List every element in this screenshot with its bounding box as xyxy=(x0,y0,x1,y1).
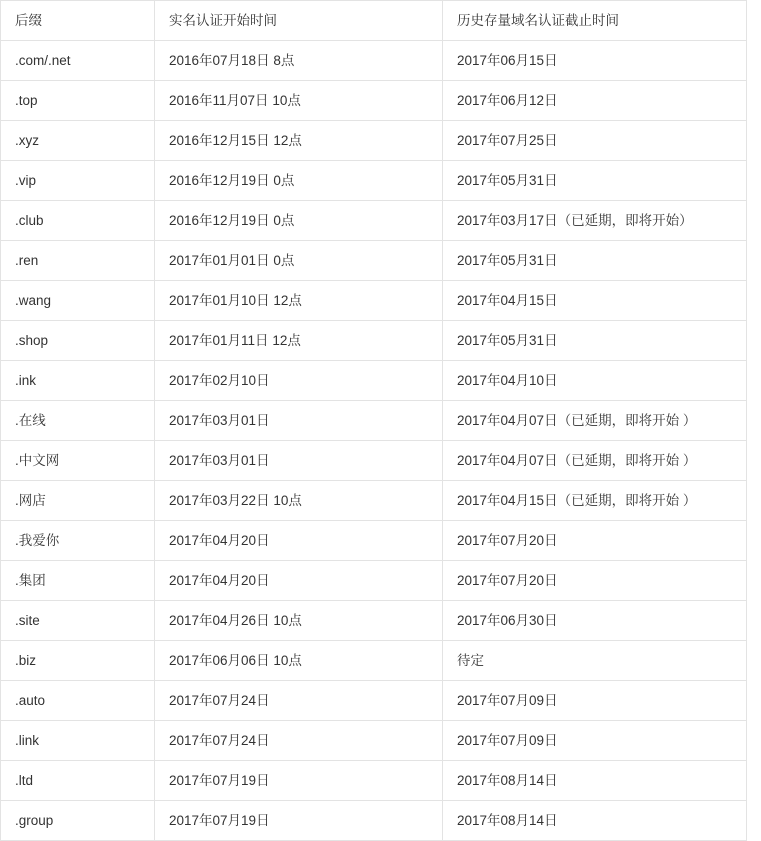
table-row xyxy=(1,761,747,801)
cell-suffix: .在线 xyxy=(1,401,155,441)
cell-deadline: 2017年07月25日 xyxy=(443,121,747,161)
cell-start-time: 2016年12月19日 0点 xyxy=(155,201,443,241)
cell-start-time: 2017年03月01日 xyxy=(155,401,443,441)
table-row xyxy=(1,161,747,201)
table-row xyxy=(1,721,747,761)
cell-suffix: .xyz xyxy=(1,121,155,161)
table-row xyxy=(1,41,747,81)
table-header xyxy=(1,1,747,41)
cell-deadline: 2017年05月31日 xyxy=(443,241,747,281)
table-row xyxy=(1,801,747,841)
cell-suffix: .auto xyxy=(1,681,155,721)
cell-suffix: .top xyxy=(1,81,155,121)
cell-start-time: 2017年03月01日 xyxy=(155,441,443,481)
cell-deadline: 2017年07月09日 xyxy=(443,721,747,761)
cell-suffix: .biz xyxy=(1,641,155,681)
cell-suffix: .ltd xyxy=(1,761,155,801)
cell-start-time: 2016年12月19日 0点 xyxy=(155,161,443,201)
cell-deadline: 2017年05月31日 xyxy=(443,161,747,201)
table-row xyxy=(1,481,747,521)
table-row xyxy=(1,201,747,241)
table-row xyxy=(1,81,747,121)
cell-deadline: 2017年06月12日 xyxy=(443,81,747,121)
column-header-suffix: 后缀 xyxy=(1,1,155,41)
cell-deadline: 2017年04月07日（已延期，即将开始 ） xyxy=(443,401,747,441)
cell-start-time: 2017年07月19日 xyxy=(155,801,443,841)
table-row xyxy=(1,401,747,441)
cell-start-time: 2017年04月26日 10点 xyxy=(155,601,443,641)
cell-deadline: 2017年08月14日 xyxy=(443,761,747,801)
table-row xyxy=(1,521,747,561)
table-row xyxy=(1,641,747,681)
cell-start-time: 2017年04月20日 xyxy=(155,561,443,601)
cell-deadline: 2017年04月10日 xyxy=(443,361,747,401)
cell-suffix: .shop xyxy=(1,321,155,361)
cell-suffix: .vip xyxy=(1,161,155,201)
table-row xyxy=(1,441,747,481)
cell-suffix: .我爱你 xyxy=(1,521,155,561)
cell-suffix: .wang xyxy=(1,281,155,321)
cell-start-time: 2017年02月10日 xyxy=(155,361,443,401)
cell-deadline: 2017年06月15日 xyxy=(443,41,747,81)
cell-start-time: 2017年04月20日 xyxy=(155,521,443,561)
column-header-deadline: 历史存量域名认证截止时间 xyxy=(443,1,747,41)
table-row xyxy=(1,681,747,721)
cell-deadline: 2017年06月30日 xyxy=(443,601,747,641)
cell-start-time: 2017年03月22日 10点 xyxy=(155,481,443,521)
cell-start-time: 2017年01月11日 12点 xyxy=(155,321,443,361)
column-header-start-time: 实名认证开始时间 xyxy=(155,1,443,41)
cell-start-time: 2017年07月19日 xyxy=(155,761,443,801)
table-body xyxy=(1,41,747,841)
table-row xyxy=(1,321,747,361)
cell-suffix: .club xyxy=(1,201,155,241)
table-row xyxy=(1,241,747,281)
table-row xyxy=(1,601,747,641)
cell-start-time: 2017年06月06日 10点 xyxy=(155,641,443,681)
cell-suffix: .site xyxy=(1,601,155,641)
cell-start-time: 2017年01月10日 12点 xyxy=(155,281,443,321)
cell-suffix: .link xyxy=(1,721,155,761)
cell-deadline: 2017年08月14日 xyxy=(443,801,747,841)
cell-suffix: .集团 xyxy=(1,561,155,601)
table-row xyxy=(1,561,747,601)
cell-deadline: 待定 xyxy=(443,641,747,681)
cell-deadline: 2017年04月07日（已延期，即将开始 ） xyxy=(443,441,747,481)
cell-start-time: 2016年07月18日 8点 xyxy=(155,41,443,81)
cell-suffix: .com/.net xyxy=(1,41,155,81)
cell-deadline: 2017年05月31日 xyxy=(443,321,747,361)
cell-start-time: 2017年07月24日 xyxy=(155,681,443,721)
cell-deadline: 2017年04月15日 xyxy=(443,281,747,321)
cell-suffix: .ren xyxy=(1,241,155,281)
cell-suffix: .ink xyxy=(1,361,155,401)
cell-deadline: 2017年07月20日 xyxy=(443,521,747,561)
table-row xyxy=(1,121,747,161)
cell-suffix: .网店 xyxy=(1,481,155,521)
cell-start-time: 2016年11月07日 10点 xyxy=(155,81,443,121)
table-row xyxy=(1,361,747,401)
cell-suffix: .group xyxy=(1,801,155,841)
cell-deadline: 2017年03月17日（已延期，即将开始） xyxy=(443,201,747,241)
cell-deadline: 2017年04月15日（已延期，即将开始 ） xyxy=(443,481,747,521)
table-row xyxy=(1,281,747,321)
cell-deadline: 2017年07月20日 xyxy=(443,561,747,601)
cell-suffix: .中文网 xyxy=(1,441,155,481)
cell-start-time: 2017年01月01日 0点 xyxy=(155,241,443,281)
cell-start-time: 2016年12月15日 12点 xyxy=(155,121,443,161)
cell-start-time: 2017年07月24日 xyxy=(155,721,443,761)
cell-deadline: 2017年07月09日 xyxy=(443,681,747,721)
table-header-row xyxy=(1,1,747,41)
